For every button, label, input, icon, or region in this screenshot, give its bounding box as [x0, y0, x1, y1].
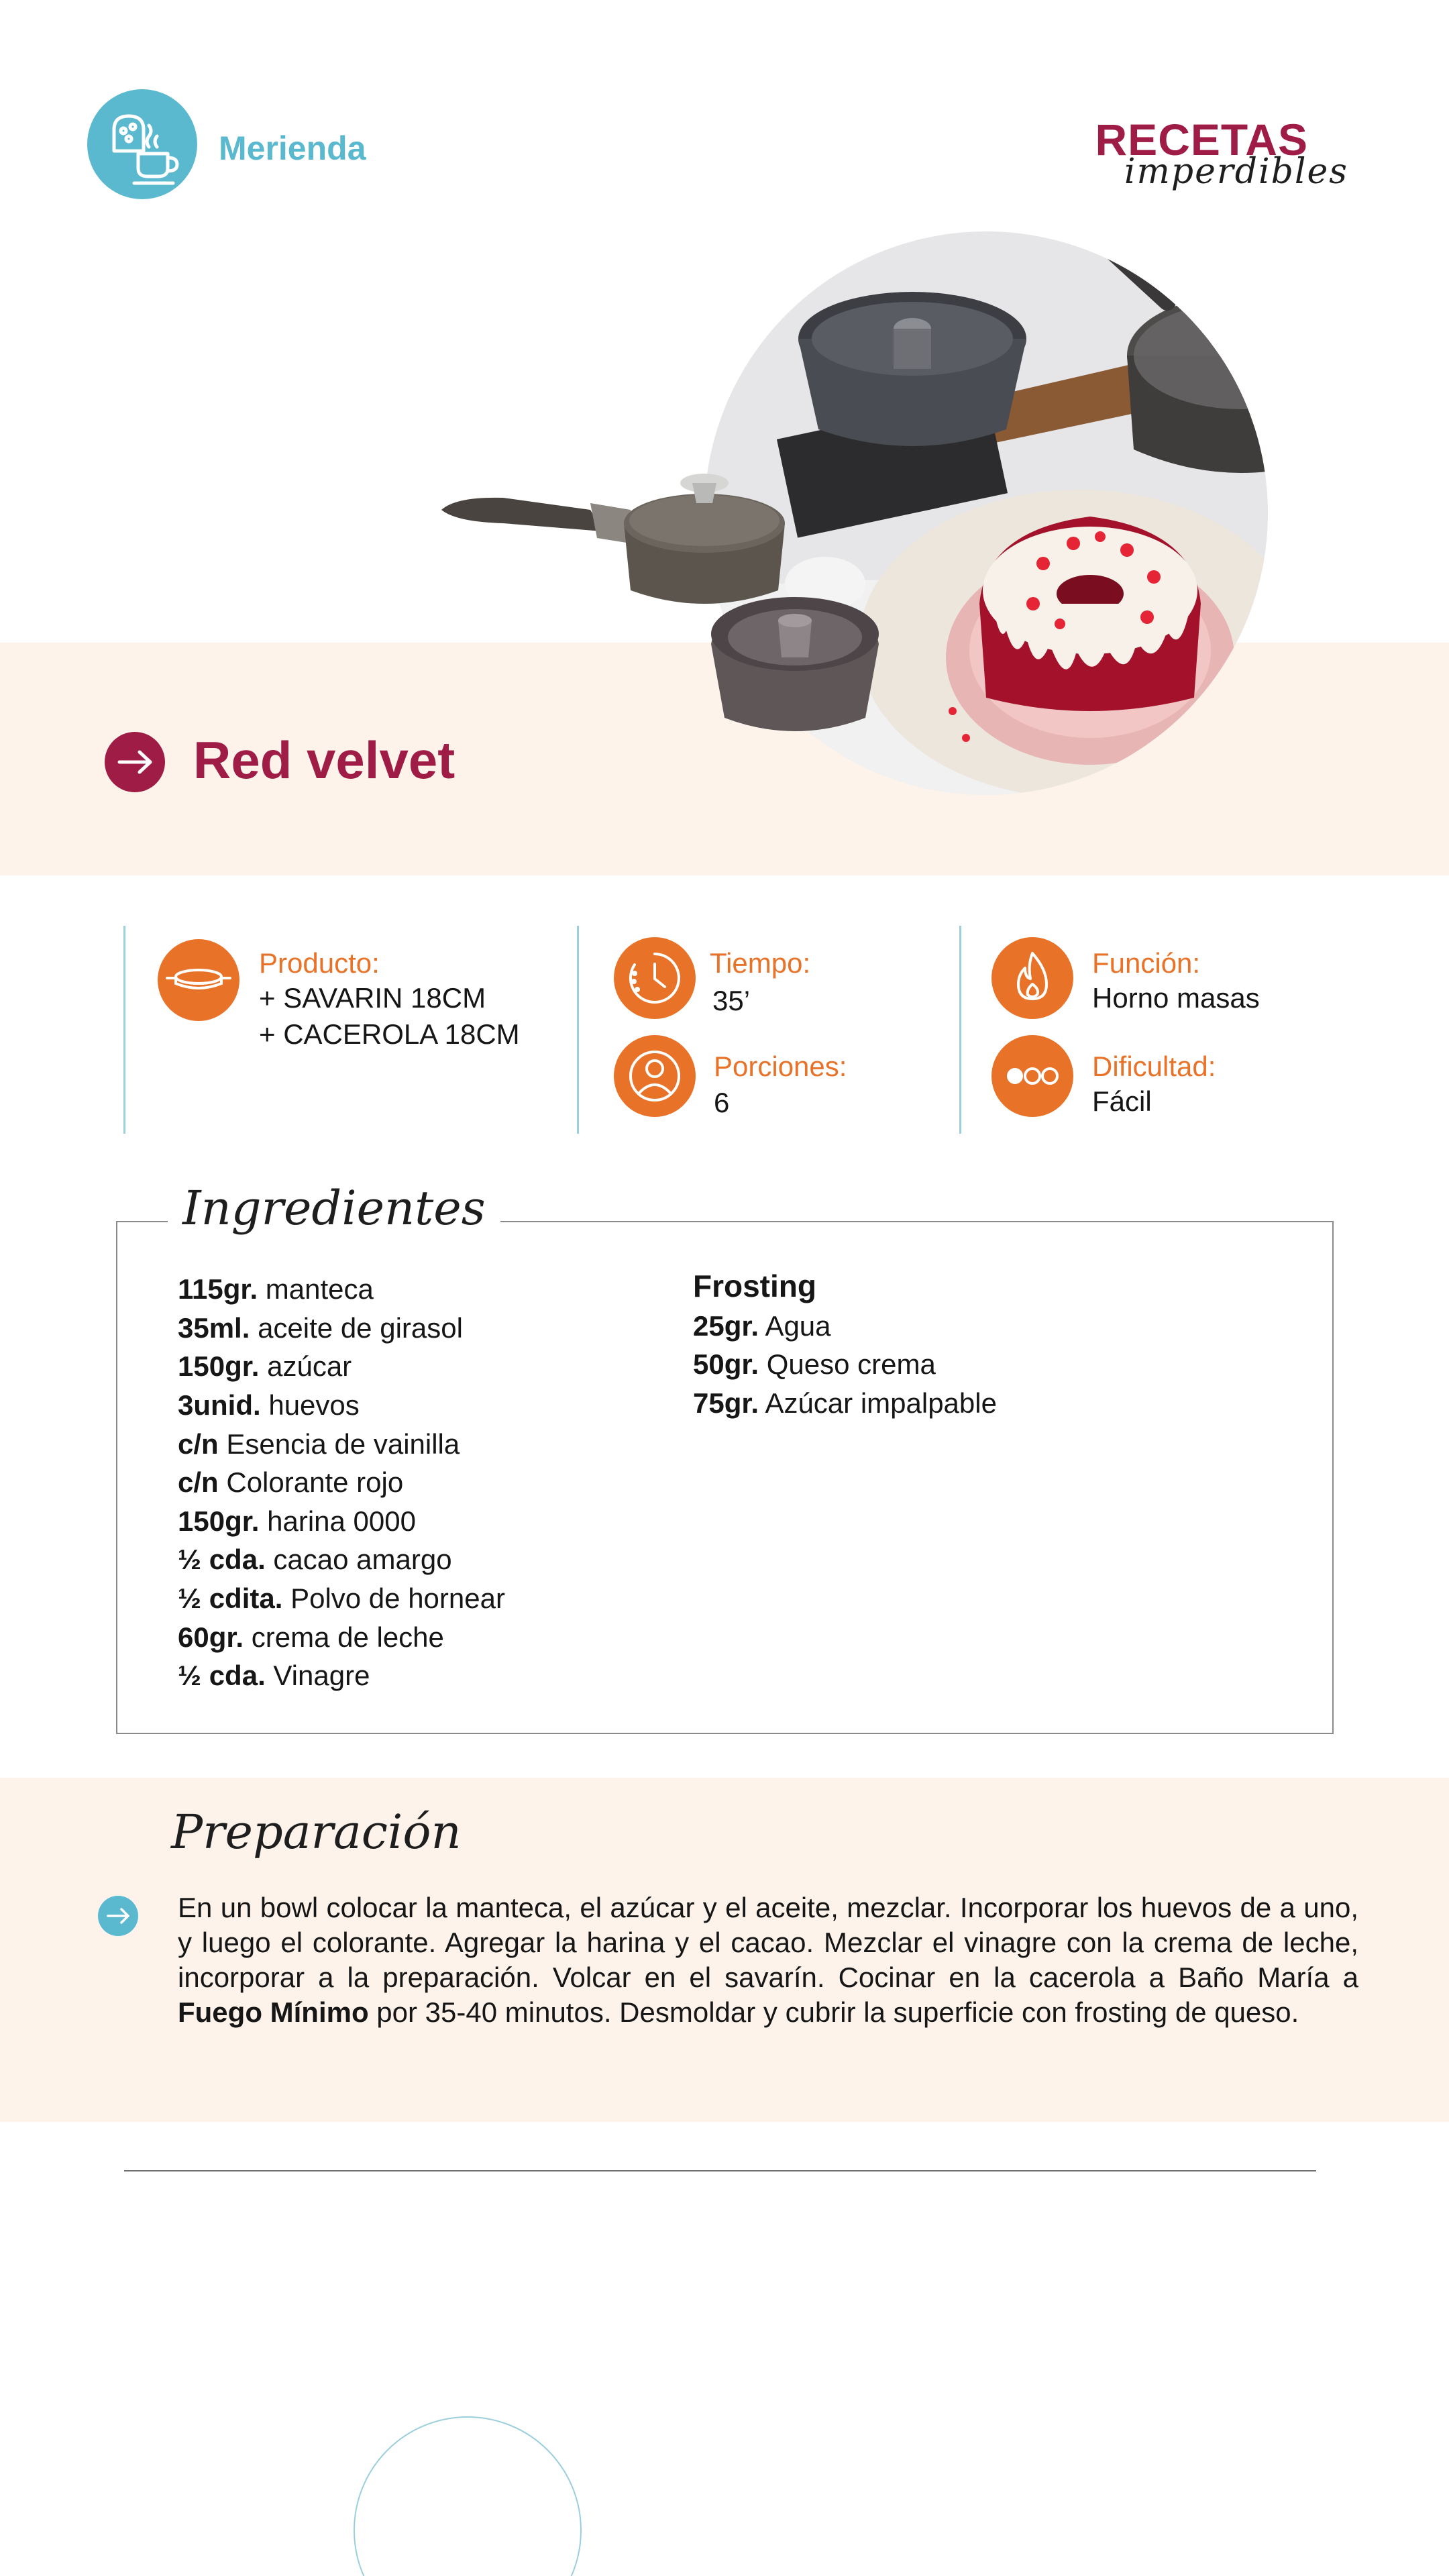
flame-icon: [991, 937, 1073, 1019]
footer-divider: [124, 2170, 1316, 2171]
time-value: 35’: [712, 985, 751, 1016]
portions-value: 6: [714, 1087, 730, 1118]
ingredient-item: 35ml. aceite de girasol: [178, 1312, 463, 1344]
recipe-title: Red velvet: [193, 731, 455, 790]
ingredient-item: c/n Esencia de vainilla: [178, 1428, 460, 1460]
divider: [577, 926, 579, 1134]
ingredient-item: ½ cda. Vinagre: [178, 1660, 370, 1691]
brand-logo: [1087, 114, 1348, 195]
product-label: Producto:: [259, 947, 380, 979]
frosting-item: 25gr. Agua: [693, 1310, 831, 1342]
ingredient-item: ½ cda. cacao amargo: [178, 1544, 452, 1575]
divider: [959, 926, 961, 1134]
arrow-right-icon: [98, 1896, 138, 1936]
frosting-title: Frosting: [693, 1269, 816, 1303]
frosting-item: 50gr. Queso crema: [693, 1348, 936, 1380]
product-line-2: + CACEROLA 18CM: [259, 1018, 520, 1050]
arrow-right-icon: [105, 732, 165, 792]
divider: [123, 926, 125, 1134]
pan-icon: [158, 939, 239, 1021]
clock-icon: [614, 937, 696, 1019]
ingredient-item: 150gr. azúcar: [178, 1350, 352, 1382]
preparation-text: En un bowl colocar la manteca, el azúcar y el aceite, mezclar. Incorporar los huevos de a uno, y luego el colorante. Agregar la harina y el cacao. Mezclar el vinagre con la crema de leche, incorporar a la preparación. Volcar en el savarín. Cocinar en la cacerola a Baño María a Fuego Mínimo por 35-40 minutos. Desmoldar y cubrir la superficie con frosting de queso.: [178, 1892, 1358, 2028]
preparation-title: Preparación: [171, 1805, 462, 1860]
brand-title: RECETAS: [1095, 115, 1308, 164]
product-photo: [429, 228, 1342, 818]
category-label: Merienda: [219, 129, 366, 167]
product-line-1: + SAVARIN 18CM: [259, 982, 486, 1014]
ingredient-item: 115gr. manteca: [178, 1273, 374, 1305]
ingredient-item: ½ cdita. Polvo de hornear: [178, 1582, 505, 1614]
ingredient-item: c/n Colorante rojo: [178, 1466, 404, 1498]
ingredient-item: 60gr. crema de leche: [178, 1621, 444, 1653]
frosting-item: 75gr. Azúcar impalpable: [693, 1387, 997, 1419]
portions-label: Porciones:: [714, 1051, 847, 1082]
difficulty-value: Fácil: [1092, 1085, 1152, 1117]
brand-subtitle: imperdibles: [1124, 152, 1348, 192]
function-value: Horno masas: [1092, 982, 1260, 1014]
ingredients-title: Ingredientes: [168, 1181, 500, 1236]
difficulty-label: Dificultad:: [1092, 1051, 1216, 1082]
ingredient-item: 150gr. harina 0000: [178, 1505, 416, 1537]
decorative-circle: [354, 2416, 582, 2576]
function-label: Función:: [1092, 947, 1201, 979]
difficulty-dots-icon: [991, 1035, 1073, 1117]
ingredient-item: 3unid. huevos: [178, 1389, 360, 1421]
person-icon: [614, 1035, 696, 1117]
time-label: Tiempo:: [710, 947, 811, 979]
bread-coffee-icon: [87, 89, 197, 199]
